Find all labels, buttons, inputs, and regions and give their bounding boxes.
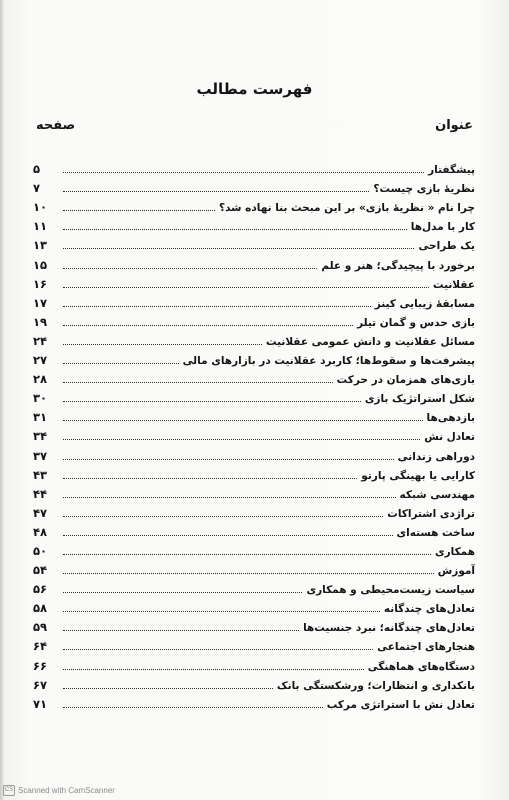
- toc-entry-title: عقلانیت: [432, 278, 475, 291]
- toc-entry: [33, 176, 475, 195]
- column-header-page: صفحه: [36, 118, 76, 133]
- toc-entry-page: ۱۹: [33, 314, 48, 329]
- toc-leader-dots: [63, 649, 373, 650]
- toc-entry-title: تعادل‌های چندگانه: [383, 603, 475, 616]
- toc-entry-title: تعادل نش با استراتژی مرکب: [326, 698, 475, 711]
- toc-entry-page: ۳۴: [33, 429, 48, 444]
- toc-entry-page: ۷۱: [33, 696, 48, 711]
- toc-entry-page: ۴۷: [33, 505, 48, 520]
- toc-entry-title: برخورد با پیچیدگی؛ هنر و علم: [321, 259, 475, 272]
- toc-entry-title: نظریهٔ بازی چیست؟: [373, 183, 475, 196]
- page-title: فهرست مطالب: [196, 80, 313, 98]
- toc-leader-dots: [63, 382, 333, 383]
- toc-leader-dots: [63, 344, 262, 345]
- toc-entry-page: ۲۸: [33, 372, 48, 387]
- toc-entry-title: آموزش: [437, 565, 475, 578]
- toc-entry-title: همکاری: [434, 545, 475, 558]
- toc-entry: [33, 195, 475, 214]
- toc-entry-title: تعادل‌های چندگانه؛ نبرد جنسیت‌ها: [303, 622, 475, 635]
- toc-entry: [33, 634, 475, 653]
- toc-entry-page: ۳۱: [33, 410, 48, 425]
- toc-entry-title: بانکداری و انتظارات؛ ورشکستگی بانک: [276, 679, 475, 692]
- toc-entry: [33, 272, 475, 291]
- toc-entry-title: بازی حدس و گمان تیلر: [357, 316, 475, 329]
- toc-entry-page: ۶۴: [33, 639, 48, 654]
- toc-entry-title: دستگاه‌های هماهنگی: [367, 660, 475, 673]
- toc-entry-page: ۲۷: [33, 353, 48, 368]
- toc-entry: [33, 482, 475, 501]
- toc-entry-page: ۵۹: [33, 620, 48, 635]
- camscanner-icon: CS: [3, 785, 15, 796]
- toc-entry: [33, 615, 475, 634]
- toc-leader-dots: [63, 420, 423, 421]
- toc-entry-page: ۴۴: [33, 486, 48, 501]
- toc-entry-title: مهندسی شبکه: [399, 488, 475, 501]
- toc-entry: [33, 348, 475, 367]
- toc-entry-title: بازدهی‌ها: [426, 412, 475, 425]
- toc-leader-dots: [63, 306, 371, 307]
- toc-entry-page: ۱۵: [33, 257, 48, 272]
- toc-leader-dots: [63, 516, 383, 517]
- toc-entry-page: ۵: [33, 162, 41, 177]
- column-header-title: عنوان: [435, 118, 473, 133]
- toc-entry: [33, 673, 475, 692]
- toc-entry: [33, 405, 475, 424]
- toc-leader-dots: [63, 573, 434, 574]
- toc-entry-page: ۲۴: [33, 333, 48, 348]
- toc-entry: [33, 310, 475, 329]
- toc-entry-title: مسائل عقلانیت و دانش عمومی عقلانیت: [265, 335, 475, 348]
- toc-entry: [33, 424, 475, 443]
- toc-leader-dots: [63, 669, 364, 670]
- toc-entry-title: مسابقهٔ زیبایی کینز: [374, 297, 475, 310]
- toc-entry-page: ۳۷: [33, 448, 48, 463]
- toc-entry-page: ۵۶: [33, 582, 48, 597]
- toc-entry-page: ۱۰: [33, 200, 48, 215]
- toc-entry: [33, 233, 475, 252]
- toc-entry: [33, 577, 475, 596]
- toc-leader-dots: [63, 210, 215, 211]
- toc-entry-page: ۵۴: [33, 563, 48, 578]
- toc-leader-dots: [63, 497, 396, 498]
- toc-entry: [33, 367, 475, 386]
- toc-leader-dots: [63, 287, 429, 288]
- toc-leader-dots: [63, 592, 302, 593]
- toc-entry-title: هنجارهای اجتماعی: [377, 641, 475, 654]
- toc-entry-page: ۵۸: [33, 601, 48, 616]
- toc-entry: [33, 596, 475, 615]
- scanner-watermark: [3, 785, 115, 796]
- toc-leader-dots: [63, 401, 361, 402]
- toc-entry-page: ۱۷: [33, 295, 48, 310]
- toc-entry: [33, 252, 475, 271]
- toc-entry-title: پیشرفت‌ها و سقوط‌ها؛ کاربرد عقلانیت در بازارهای مالی: [182, 355, 475, 368]
- toc-entry: [33, 386, 475, 405]
- toc-leader-dots: [63, 688, 273, 689]
- toc-entry: [33, 520, 475, 539]
- toc-entry-page: ۶۶: [33, 658, 48, 673]
- toc-leader-dots: [63, 172, 424, 173]
- toc-entry-page: ۴۸: [33, 524, 48, 539]
- toc-entry-title: سیاست زیست‌محیطی و همکاری: [306, 584, 475, 597]
- toc-leader-dots: [63, 325, 353, 326]
- toc-entry-page: ۶۷: [33, 677, 48, 692]
- toc-entry: [33, 558, 475, 577]
- toc-entry-page: ۵۰: [33, 543, 48, 558]
- toc-entry: [33, 692, 475, 711]
- table-of-contents: [33, 157, 475, 711]
- toc-leader-dots: [63, 611, 380, 612]
- scanner-text: Scanned with CamScanner: [18, 786, 115, 795]
- toc-entry-page: ۱۶: [33, 276, 48, 291]
- toc-entry: [33, 653, 475, 672]
- toc-entry-page: ۱۳: [33, 238, 48, 253]
- toc-leader-dots: [63, 191, 369, 192]
- toc-leader-dots: [63, 248, 414, 249]
- toc-leader-dots: [63, 535, 393, 536]
- toc-entry-title: بازی‌های همزمان در حرکت: [336, 374, 475, 387]
- page-edge-shadow: [0, 0, 4, 800]
- toc-entry: [33, 539, 475, 558]
- toc-entry-title: کارایی یا بهینگی پارتو: [361, 469, 475, 482]
- toc-entry: [33, 291, 475, 310]
- toc-entry-title: چرا نام « نظریهٔ بازی» بر این مبحث بنا نهاده شد؟: [219, 202, 475, 215]
- toc-leader-dots: [63, 554, 431, 555]
- toc-leader-dots: [63, 630, 299, 631]
- toc-entry-title: پیشگفتار: [428, 164, 475, 177]
- toc-entry: [33, 443, 475, 462]
- toc-entry: [33, 329, 475, 348]
- toc-entry: [33, 463, 475, 482]
- toc-entry: [33, 214, 475, 233]
- toc-leader-dots: [63, 707, 323, 708]
- toc-entry: [33, 501, 475, 520]
- toc-entry-title: ساخت هسته‌ای: [396, 526, 475, 539]
- toc-leader-dots: [63, 478, 357, 479]
- toc-leader-dots: [63, 363, 179, 364]
- toc-leader-dots: [63, 229, 407, 230]
- toc-entry-page: ۱۱: [33, 219, 48, 234]
- toc-entry-page: ۳۰: [33, 391, 48, 406]
- toc-entry-title: تعادل نش: [424, 431, 475, 444]
- toc-entry-title: کار با مدل‌ها: [410, 221, 475, 234]
- toc-entry: [33, 157, 475, 176]
- toc-entry-page: ۷: [33, 181, 41, 196]
- toc-leader-dots: [63, 439, 420, 440]
- toc-leader-dots: [63, 459, 394, 460]
- toc-leader-dots: [63, 268, 317, 269]
- toc-entry-page: ۴۳: [33, 467, 48, 482]
- toc-entry-title: تراژدی اشتراکات: [387, 507, 475, 520]
- toc-entry-title: شکل استراتژیک بازی: [364, 393, 475, 406]
- toc-entry-title: دوراهی زندانی: [397, 450, 475, 463]
- toc-entry-title: یک طراحی: [418, 240, 475, 253]
